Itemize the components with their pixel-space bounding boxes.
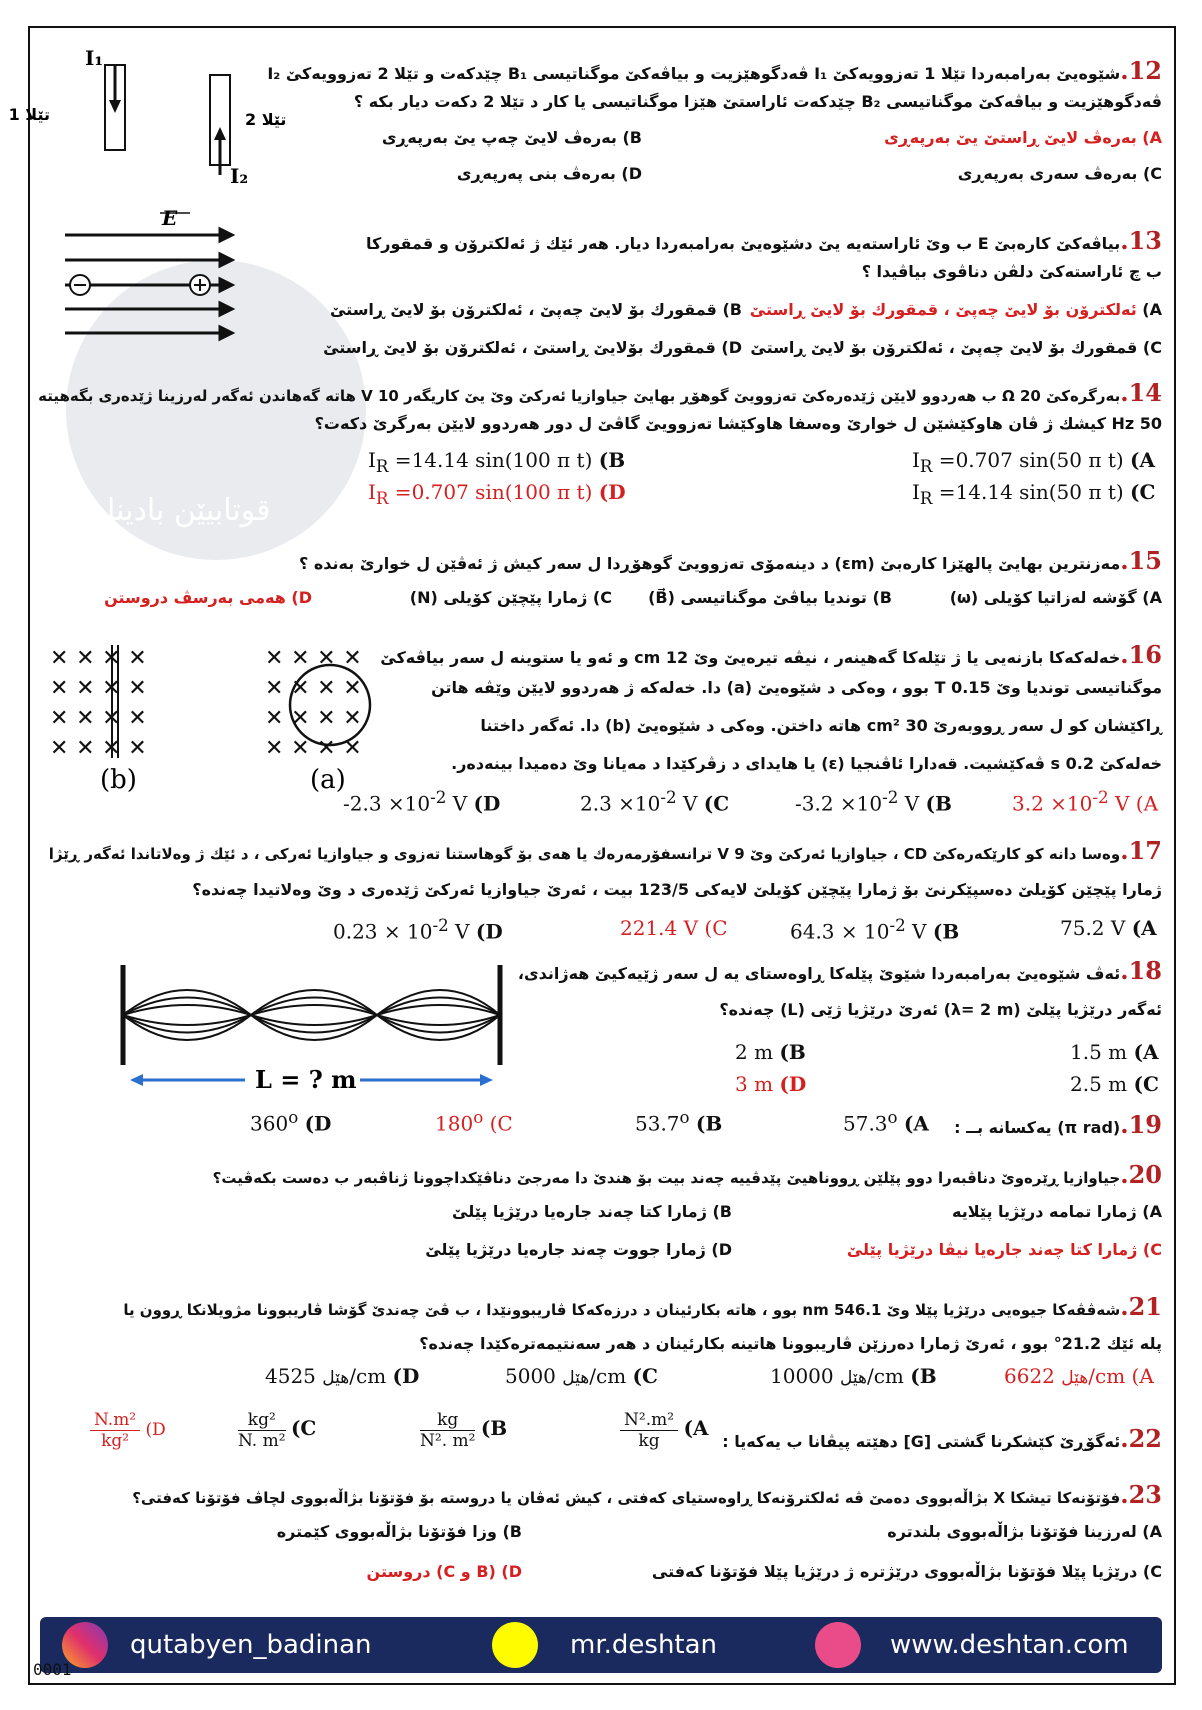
field-label: E [162,206,178,230]
q23-option-c: C) درێژیا پێلا فۆتۆنا بژاڵەبووی درێژترە ژ درێژیا پێلا فۆتۆنا کەفتی [651,1562,1162,1581]
footer-website[interactable]: www.deshtan.com [890,1630,1129,1660]
q15-option-d: D) هەمی بەرسڤ دروستن [104,588,312,607]
q12-option-a: A) بەرەڤ لایێ ڕاستێ یێ بەرپەڕی [884,128,1162,147]
q12-option-c: C) بەرەڤ سەری بەرپەڕی [957,164,1162,183]
q14-line2: 50 Hz کیشك ژ ڤان هاوکێشێن ل خوارێ وەسفا هاوکێشا تەزوویێ گاڤێ ل دور هەردوو لایێن بەرگرێ دکەت؟ [314,414,1162,433]
q20-option-c: C) ژمارا کتا چەند جارەیا نیڤا درێژیا پێلێ [846,1240,1162,1259]
q23-option-a: A) لەرزینا فۆتۆنا بژاڵەبووی بلندترە [887,1522,1162,1541]
footer-snapchat[interactable]: mr.deshtan [570,1630,718,1660]
q20-option-b: B) ژمارا کتا چەند جارەیا درێژیا پێلێ [452,1202,732,1221]
q15-line1: 15.مەزنترین بهایێ پالهێزا کارەبێ (εm) د دینەمۆی تەزوویێ گوهۆڕدا ل سەر کیش ژ ئەڤێن ل خوارێ بەندە ؟ [298,546,1162,575]
I2-label: I₂ [230,164,249,188]
q15-option-a: A) گۆشە لەزاتیا کۆیلی (ω) [949,588,1162,607]
q19-line1: 19.(π rad) یەکسانە بــ : [954,1110,1162,1139]
q13-option-c: C) قمقورك بۆ لایێ چەپێ ، ئەلکترۆن بۆ لایێ ڕاستێ [750,338,1162,357]
svg-text:✕ ✕ ✕ ✕: ✕ ✕ ✕ ✕ [50,646,147,671]
q14-line1: 14.بەرگرەکێ Ω 20 ب هەردوو لایێن ژێدەرەکێ تەزوویێ گوهۆڕ بهایێ جیاوازیا ئەرکێ وێ یێ کاریگەر V 10 هاتە گەهاندن ئەگەر لەرزینا ژێدەری بگەهیتە [38,378,1162,407]
footer-instagram[interactable]: qutabyen_badinan [130,1630,372,1660]
I1-label: I₁ [85,46,104,70]
svg-text:✕ ✕ ✕ ✕: ✕ ✕ ✕ ✕ [265,706,362,731]
q16-line3: ڕاکێشان کو ل سەر ڕووبەرێ 30 cm² هاتە داختن. وەکی د شێوەیێ (b) دا. ئەگەر داختنا [480,716,1162,735]
q12-option-b: B) بەرەڤ لایێ چەپ یێ بەرپەڕی [381,128,642,147]
q17-line2: ژمارا پێچێن کۆیلێ دەسپێکرنێ بۆ ژمارا پێچێن کۆیلێ لایەکی 123/5 بیت ، ئەرێ جیاوازیا ئەرکێ ژێدەری د وێ وەلاتیدا چەندە؟ [192,880,1162,899]
q17-option-a: 75.2 V (A [1060,916,1157,940]
q18-line2: ئەگەر درێژیا پێلێ (λ= 2 m) ئەرێ درێژیا ژێی (L) چەندە؟ [719,1000,1162,1019]
electric-field-figure [60,205,260,345]
q16-option-d: $-2.3 \times 10^{-2}$ V (D [343,788,501,816]
q17-option-d: $0.23 \times 10^{-2}$ V (D [333,916,503,944]
q16-option-b: $-3.2 \times 10^{-2}$ V (B [795,788,952,816]
q23-line1: 23.فۆتۆنەکا تیشکا X بژاڵەبووی دەمێ ڤە ئەلکترۆنەکا ڕاوەستیای کەفتی ، کیش ئەڤان یا دروستە بۆ فۆتۆنا بژاڵەبووی لچاڤ فۆتۆنا کەفتی؟ [132,1480,1162,1509]
fig-a-label: (a) [310,765,346,795]
page-number: 0001 [33,1660,72,1679]
q13-line1: 13.بیاڤەکێ کارەبێ E ب وێ ئاراستەیە یێ دشێوەیێ بەرامبەردا دیار. هەر ئێك ژ ئەلکترۆن و قمقورکا [365,226,1162,255]
dribbble-icon [815,1622,861,1668]
q16-line4: خەلەکێ 0.2 s ڤەکێشیت. قەدارا ئاڤنجیا (ε) یا هایدای د زڤرکێدا د مەیانا وێ دەمیدا بینەدەر. [451,754,1162,773]
q23-option-b: B) وزا فۆتۆنا بژاڵەبووی کێمترە [276,1522,522,1541]
svg-text:✕ ✕ ✕ ✕: ✕ ✕ ✕ ✕ [50,676,147,701]
q20-line1: 20.جیاوازیا ڕێرەوێ دناڤبەرا دوو پێلێن ڕووناهیێ پێدڤییە چەند بیت بۆ هندێ دا مەرجێ دناڤێکداچوونا ژناڤبەر ب دەست بکەڤیت؟ [212,1160,1162,1189]
q22-option-c: $\frac{\text{kg²}}{\text{N. m²}}$ (C [238,1410,317,1451]
q12-line1: 12.شێوەیێ بەرامبەردا تێلا 1 تەزوویەکێ I₁ ڤەدگوهێزیت و بیاڤەکێ موگناتیسی B₁ چێدکەت و تێلا 2 تەزوویەکێ I₂ [267,56,1162,85]
q21-line1: 21.شەڤڤەکا جیوەیی درێژیا پێلا وێ 546.1 nm بوو ، هاتە بکارئینان د درزەکەکا ڤاریبوونێدا ، ب ڤێ چەندێ گۆشا ڤاریبوونا مژویلانکا ڕوون یا [123,1292,1162,1321]
q14-option-a: $I_R =0.707$ sin(50 π t) (A [912,448,1156,476]
watermark-text: قوتابیێن بادینان [85,493,271,528]
q22-option-d: $\frac{\text{N.m²}}{\text{kg²}}$ (D [90,1410,166,1451]
svg-text:✕ ✕ ✕ ✕: ✕ ✕ ✕ ✕ [50,736,147,761]
q17-line1: 17.وەسا دانە کو کارێکەرەکێ CD ، جیاوازیا ئەرکێ وێ 9 V ترانسفۆرمەرەك یا هەی بۆ گوهاستنا تەزوی و جیاوازیا ئەرکی ، د ئێك ژ وەلاتاندا ئەگەر ڕێژا [48,836,1162,865]
q19-option-b: 53.7$^o$ (B [635,1108,723,1136]
q17-option-b: $64.3 \times 10^{-2}$ V (B [790,916,960,944]
q18-line1: 18.ئەڤ شێوەیێ بەرامبەردا شێوێ پێلەکا ڕاوەستای یە ل سەر ژێیەکیێ هەژاندی، [517,956,1162,985]
q21-option-b: 10000 هێل/cm (B [770,1364,937,1388]
q22-option-b: $\frac{kg}{\text{N². m²}}$ (B [420,1410,508,1451]
q16-line1: 16.خەلەکەکا بازنەیی یا ژ تێلەکا گەهینەر ، نیڤە تیرەیێ وێ 12 cm و ئەو یا ستوینە ل سەر بیاڤەکێ [380,640,1162,669]
q22-option-a: $\frac{\text{N².m²}}{kg}$ (A [620,1410,708,1451]
q19-option-c: 180$^o$ (C [435,1108,513,1136]
svg-text:✕ ✕ ✕ ✕: ✕ ✕ ✕ ✕ [50,706,147,731]
q15-option-c: C) ژمارا پێچێن کۆیلی (N) [409,588,612,607]
q20-option-d: D) ژمارا جووت چەند جارەیا درێژیا پێلێ [425,1240,732,1259]
q21-option-a: 6622 هێل/cm (A [1004,1364,1154,1388]
q13-line2: ب چ ئاراستەکێ دلڤن دناڤوی بیاڤیدا ؟ [861,262,1162,281]
svg-text:✕ ✕ ✕ ✕: ✕ ✕ ✕ ✕ [265,646,362,671]
q18-option-a: 1.5 m (A [1070,1040,1159,1064]
q14-option-c: $I_R =14.14$ sin(50 π t) (C [912,480,1156,508]
q13-option-a: A) ئەلکترۆن بۆ لایێ چەپێ ، قمقورك بۆ لایێ ڕاستێ [749,300,1162,319]
q15-option-b: B) توندیا بیاڤێ موگناتیسی (B⃗) [648,588,892,607]
svg-text:✕ ✕ ✕ ✕: ✕ ✕ ✕ ✕ [265,676,362,701]
q23-option-d: D) (B و C) دروستن [366,1562,522,1581]
q16-option-a: $3.2 \times 10^{-2}$ V (A [1012,788,1159,816]
magnetic-loop-figure [45,640,405,795]
fig-b-label: (b) [100,765,137,795]
q14-option-b: $I_R =14.14$ sin(100 π t) (B [368,448,626,476]
q16-line2: موگناتیسی توندیا وێ 0.15 T بوو ، وەکی د شێوەیێ (a) دا. خەلەکە ژ هەردوو لایێن وێڤە هاتن [431,678,1162,697]
wire2-label: تێلا 2 [245,110,287,129]
q18-option-b: 2 m (B [735,1040,806,1064]
q19-option-d: 360$^o$ (D [250,1108,332,1136]
q12-line2: ڤەدگوهێزیت و بیاڤەکێ موگناتیسی B₂ چێدکەت ئاراستێ هێزا موگناتیسی یا کار د تێلا 2 دکەت دیار بکە ؟ [353,92,1162,111]
q18-option-c: 2.5 m (C [1070,1072,1159,1096]
length-label: L = ? m [255,1065,357,1094]
q18-option-d: 3 m (D [735,1072,807,1096]
q12-option-d: D) بەرەڤ بنی پەرپەڕی [456,164,642,183]
svg-text:✕ ✕ ✕ ✕: ✕ ✕ ✕ ✕ [265,736,362,761]
q16-option-c: $2.3 \times 10^{-2}$ V (C [580,788,730,816]
q21-line2: پلە ئێك 21.2° بوو ، ئەرێ ژمارا دەرزێن ڤاریبوونا هاتینە بکارئینان د هەر سەنتیمەترەکێدا چەندە؟ [419,1334,1162,1353]
wire1-label: تێلا 1 [8,105,50,124]
q13-option-b: B) قمقورك بۆ لایێ چەپێ ، ئەلکترۆن بۆ لایێ ڕاستێ [329,300,742,319]
q22-line1: 22.ئەگۆڕێ کێشکرنا گشتی [G] دهێتە پیڤانا ب یەکەیا : [722,1424,1162,1453]
q13-option-d: D) قمقورك بۆلایێ ڕاستێ ، ئەلکترۆن بۆ لایێ ڕاستێ [323,338,742,357]
q20-option-a: A) ژمارا تمامە درێژیا پێلایە [952,1202,1162,1221]
standing-wave-figure [115,960,505,1100]
q21-option-d: 4525 هێل/cm (D [265,1364,420,1388]
q17-option-c: 221.4 V (C [620,916,728,940]
q19-option-a: 57.3$^o$ (A [843,1108,929,1136]
q21-option-c: 5000 هێل/cm (C [505,1364,658,1388]
snapchat-icon [492,1622,538,1668]
q14-option-d: $I_R =0.707$ sin(100 π t) (D [368,480,626,508]
